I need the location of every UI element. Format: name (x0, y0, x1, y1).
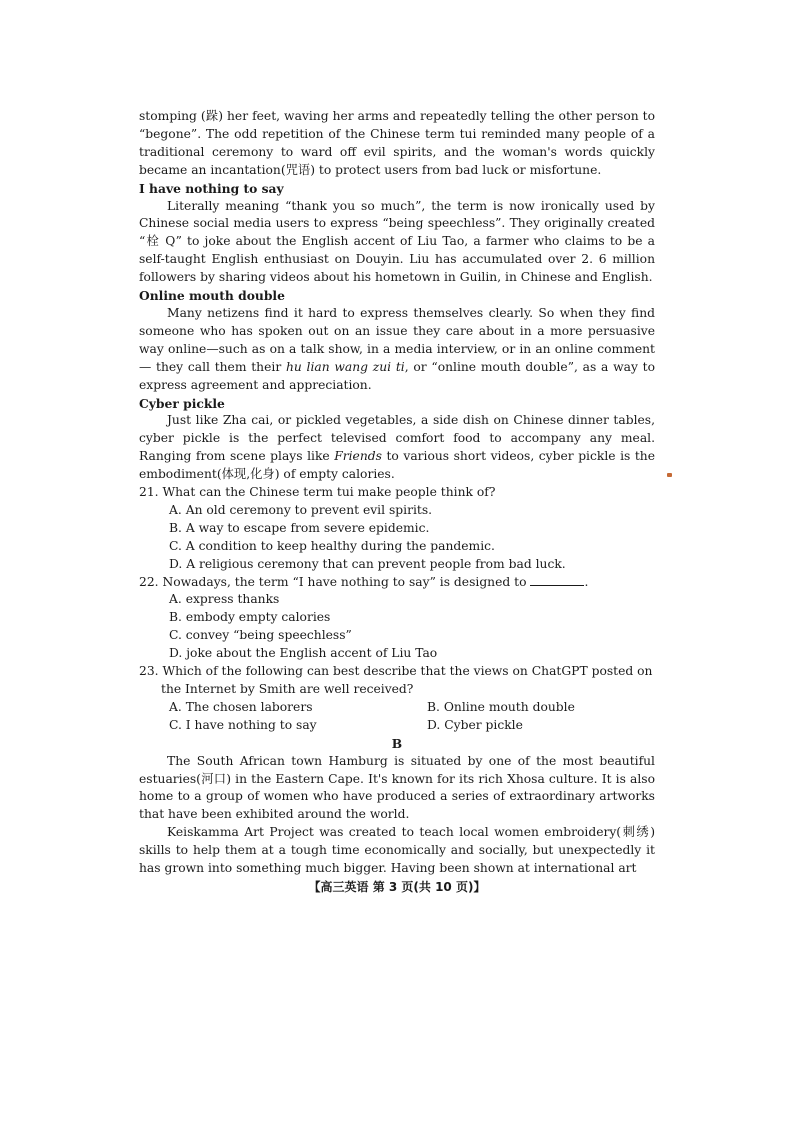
q23-options-row-2 (169, 717, 655, 735)
q21-option-b: B. A way to escape from severe epidemic. (169, 520, 430, 535)
q22-option-d: D. joke about the English accent of Liu Tao (169, 646, 438, 661)
passage-b-paragraph-1: The South African town Hamburg is situated by one of the most beautiful estuaries(河口) in the Eastern Cape. It's known for its rich Xhosa culture. It is also home to a group of women who have produced a series of extraordinary artworks that have been exhibited around the world. (139, 753, 655, 822)
paragraph-text: , or “online mouth double”, as a way to express agreement and appreciation. (139, 359, 655, 392)
question-23-stem-line1: 23. Which of the following can best describe that the views on ChatGPT posted on (139, 664, 653, 679)
italic-term: Friends (334, 449, 382, 464)
q22-stem-end: . (584, 574, 589, 589)
stray-mark (667, 473, 672, 477)
answer-blank (530, 574, 584, 586)
q23-option-b: B. Online mouth double (427, 699, 575, 714)
paragraph-text: Many netizens find it hard to express themselves clearly. So when they find someone who has spoken out on an issue they care about in a more persuasive way online—such as on a talk show, in a media interview, or in an online comment— they call them their (139, 305, 655, 374)
q21-option-d: D. A religious ceremony that can prevent people from bad luck. (169, 556, 566, 571)
passage-b-paragraph-2: Keiskamma Art Project was created to teach local women embroidery(刺绣) skills to help them at a tough time economically and socially, but unexpectedly it has grown into something much bigger. Having been shown at international art (139, 825, 655, 876)
q22-stem-text: 22. Nowadays, the term “I have nothing to say” is designed to (139, 574, 527, 589)
passage-a-intro: stomping (跺) her feet, waving her arms and repeatedly telling the other person to “begone”. The odd repetition of the Chinese term tui reminded many people of a traditional ceremony to ward off evil spirits, and the woman's words quickly became an incantation(咒语) to protect users from bad luck or misfortune. (139, 109, 655, 177)
q23-option-d: D. Cyber pickle (427, 717, 523, 732)
paragraph-text: to various short videos, cyber pickle is the embodiment(体现,化身) of empty calories. (139, 449, 655, 482)
q21-option-c: C. A condition to keep healthy during the pandemic. (169, 538, 495, 553)
italic-term: hu lian wang zui ti (285, 359, 405, 374)
heading-nothing-to-say: I have nothing to say (139, 180, 284, 196)
q23-option-c: C. I have nothing to say (169, 717, 317, 732)
paragraph-text: Just like Zha cai, or pickled vegetables, a side dish on Chinese dinner tables, cyber pickle is the perfect televised comfort food to accompany any meal. Ranging from scene plays like (139, 413, 655, 464)
paragraph-online-mouth-double (139, 305, 655, 395)
q22-option-c: C. convey “being speechless” (169, 628, 352, 643)
q22-option-a: A. express thanks (169, 592, 280, 607)
page-content (139, 108, 655, 878)
q22-option-b: B. embody empty calories (169, 610, 331, 625)
passage-b-label: B (391, 735, 403, 751)
heading-online-mouth-double: Online mouth double (139, 288, 285, 304)
question-21-stem: 21. What can the Chinese term tui make people think of? (139, 485, 496, 500)
paragraph-cyber-pickle (139, 412, 655, 484)
question-22-stem (139, 574, 655, 592)
page-footer: 【高三英语 第 3 页(共 10 页)】 (308, 880, 486, 894)
question-23-stem-line2: the Internet by Smith are well received? (161, 682, 414, 696)
q21-option-a: A. An old ceremony to prevent evil spirits. (169, 502, 433, 517)
q23-option-a: A. The chosen laborers (169, 699, 313, 714)
q23-options-row-1 (169, 699, 655, 717)
heading-cyber-pickle: Cyber pickle (139, 395, 225, 411)
paragraph-nothing-to-say: Literally meaning “thank you so much”, the term is now ironically used by Chinese social media users to express “being speechless”. They originally created “栓 Q” to joke about the English accent of Liu Tao, a farmer who claims to be a self-taught English enthusiast on Douyin. Liu has accumulated over 2. 6 million followers by sharing videos about his hometown in Guilin, in Chinese and English. (139, 198, 655, 285)
